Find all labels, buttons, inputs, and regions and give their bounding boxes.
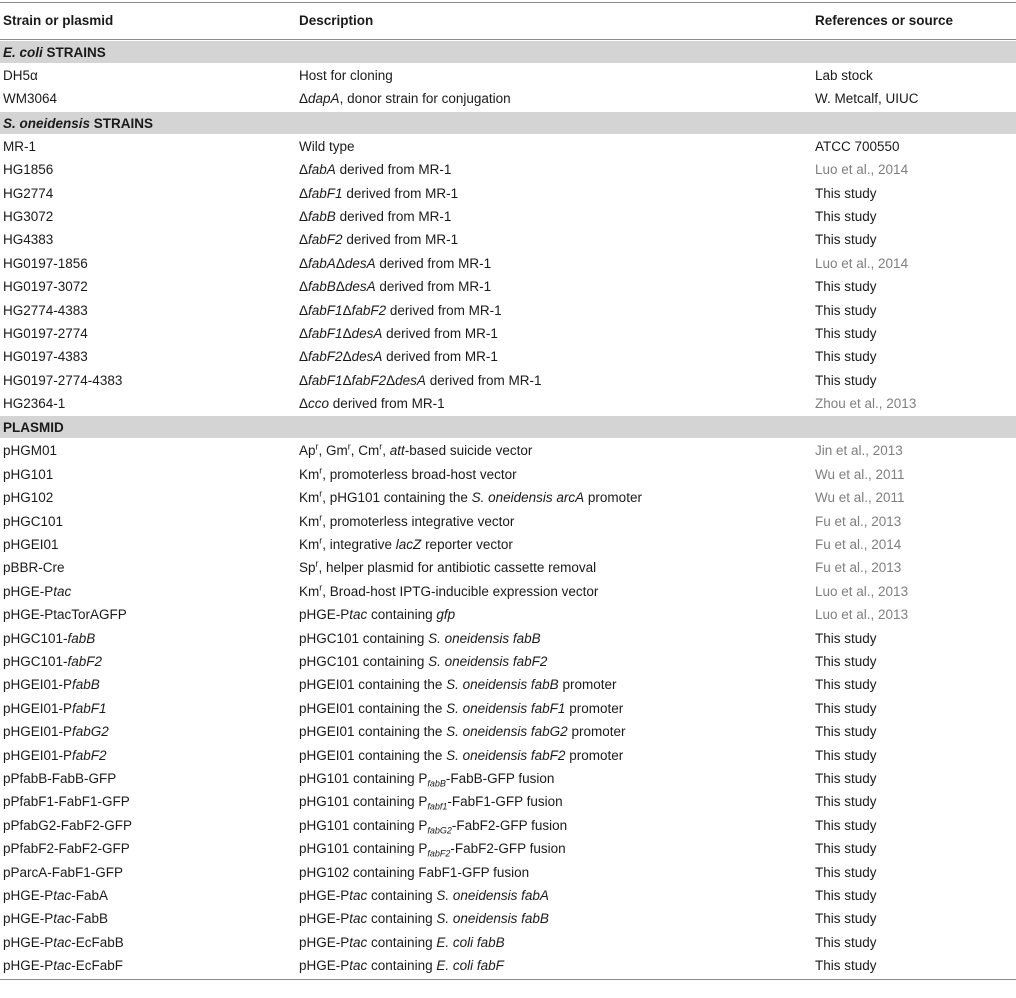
row-description: Km$^r$, pHG101 containing the S. oneidensis arcA promoter	[299, 488, 642, 506]
row-name: HG1856	[3, 162, 54, 178]
row-description: pHGE-Ptac containing gfp	[299, 607, 456, 623]
row-description: ΔfabF2ΔdesA derived from MR-1	[299, 349, 498, 365]
table-row	[0, 650, 1016, 673]
table-row	[0, 439, 1016, 462]
table-row	[0, 580, 1016, 603]
table-row	[0, 907, 1016, 930]
row-reference: This study	[815, 700, 877, 716]
table-row	[0, 954, 1016, 977]
row-description: pHGEI01 containing the S. oneidensis fabF1 promoter	[299, 700, 624, 716]
row-description: ΔfabF1 derived from MR-1	[299, 185, 459, 201]
row-reference: This study	[815, 325, 877, 341]
row-reference: This study	[815, 653, 877, 669]
row-reference: This study	[815, 185, 877, 201]
table-row	[0, 533, 1016, 556]
row-name: pHGEI01-PfabF2	[3, 747, 107, 763]
header-description: Description	[299, 13, 374, 28]
row-reference: This study	[815, 841, 877, 857]
row-reference: This study	[815, 630, 877, 646]
row-description: pHGC101 containing S. oneidensis fabF2	[299, 653, 548, 669]
row-name: pHGE-Ptac-FabB	[3, 911, 109, 927]
row-name: HG2364-1	[3, 396, 66, 412]
table-bottom-rule	[0, 979, 1016, 980]
row-name: pHGE-Ptac-EcFabB	[3, 934, 124, 950]
row-description: ΔfabF1ΔfabF2ΔdesA derived from MR-1	[299, 372, 542, 388]
row-name: MR-1	[3, 138, 36, 154]
row-description: Ap$^r$, Gm$^r$, Cm$^r$, att-based suicide vector	[299, 441, 533, 459]
row-name: pPfabB-FabB-GFP	[3, 770, 117, 786]
row-reference: ATCC 700550	[815, 138, 900, 154]
table-row	[0, 252, 1016, 275]
row-name: pHGM01	[3, 443, 58, 459]
row-description: pHG101 containing $P_{fabf1}-FabF1$-GFP fusion	[299, 794, 563, 813]
row-description: pHGEI01 containing the S. oneidensis fabB promoter	[299, 677, 617, 693]
row-reference: This study	[815, 208, 877, 224]
section-title: PLASMID	[3, 420, 64, 436]
row-description: ΔfabBΔdesA derived from MR-1	[299, 279, 492, 295]
row-reference: This study	[815, 372, 877, 388]
row-name: pBBR-Cre	[3, 560, 65, 576]
row-description: Km$^r$, integrative lacZ reporter vector	[299, 535, 513, 553]
row-name: pHGE-Ptac	[3, 583, 72, 599]
row-name: pHGC101-fabB	[3, 630, 96, 646]
row-reference: This study	[815, 817, 877, 833]
row-name: DH5α	[3, 68, 38, 83]
table-row	[0, 392, 1016, 415]
strain-plasmid-table	[0, 2, 1016, 980]
table-row	[0, 720, 1016, 743]
section-ecoli-strains	[0, 41, 1016, 63]
row-description: ΔfabAΔdesA derived from MR-1	[299, 255, 492, 271]
row-name: HG0197-2774	[3, 325, 88, 341]
table-row	[0, 275, 1016, 298]
row-reference: Luo et al., 2014	[815, 162, 909, 178]
table-row	[0, 369, 1016, 392]
row-name: pHGEI01-PfabG2	[3, 724, 109, 740]
table-row	[0, 64, 1016, 87]
row-name: pHGEI01-PfabF1	[3, 700, 107, 716]
row-description: ΔfabB derived from MR-1	[299, 208, 452, 224]
row-name: HG0197-1856	[3, 255, 88, 271]
row-reference: Wu et al., 2011	[815, 466, 905, 482]
row-name: pHGEI01	[3, 537, 59, 553]
table-row	[0, 744, 1016, 767]
row-reference: Luo et al., 2014	[815, 255, 909, 271]
row-reference: This study	[815, 302, 877, 318]
row-reference: Zhou et al., 2013	[815, 396, 917, 412]
table-row	[0, 158, 1016, 181]
row-reference: This study	[815, 279, 877, 295]
row-description: Sp$^r$, helper plasmid for antibiotic cassette removal	[299, 558, 597, 576]
header-strain-or-plasmid: Strain or plasmid	[3, 13, 114, 28]
section-title: S. oneidensis STRAINS	[3, 115, 154, 131]
table-header	[0, 2, 1016, 40]
row-reference: Lab stock	[815, 68, 873, 83]
row-description: pHGE-Ptac containing E. coli fabF	[299, 958, 504, 974]
row-reference: Luo et al., 2013	[815, 583, 909, 599]
row-reference: This study	[815, 770, 877, 786]
row-description: Δcco derived from MR-1	[299, 396, 445, 412]
row-reference: This study	[815, 794, 877, 810]
header-references: References or source	[815, 13, 954, 28]
row-reference: This study	[815, 911, 877, 927]
table-row	[0, 861, 1016, 884]
table-row	[0, 627, 1016, 650]
section-soneidensis-strains	[0, 112, 1016, 134]
row-reference: Fu et al., 2013	[815, 513, 902, 529]
table-row	[0, 205, 1016, 228]
row-description: ΔfabF2 derived from MR-1	[299, 232, 459, 248]
row-description: pHGEI01 containing the S. oneidensis fabF2 promoter	[299, 747, 624, 763]
table-row	[0, 603, 1016, 626]
table-row	[0, 697, 1016, 720]
row-description: pHGE-Ptac containing E. coli fabB	[299, 934, 505, 950]
section-title: E. coli STRAINS	[3, 45, 106, 60]
row-name: HG3072	[3, 208, 54, 224]
row-name: HG4383	[3, 232, 54, 248]
table-row	[0, 556, 1016, 579]
row-reference: This study	[815, 887, 877, 903]
row-name: WM3064	[3, 91, 58, 107]
row-name: HG2774-4383	[3, 302, 88, 318]
row-description: pHGC101 containing S. oneidensis fabB	[299, 630, 541, 646]
row-description: ΔdapA, donor strain for conjugation	[299, 91, 511, 107]
row-name: HG0197-3072	[3, 279, 88, 295]
row-name: pPfabG2-FabF2-GFP	[3, 817, 133, 833]
row-reference: W. Metcalf, UIUC	[815, 91, 919, 107]
row-name: pHGE-Ptac-EcFabF	[3, 958, 124, 974]
row-name: pHGC101	[3, 513, 64, 529]
row-name: pPfabF1-FabF1-GFP	[3, 794, 130, 810]
table-row	[0, 87, 1016, 110]
row-name: pHGC101-fabF2	[3, 653, 103, 669]
row-name: HG0197-4383	[3, 349, 88, 365]
table-row	[0, 228, 1016, 251]
row-description: Km$^r$, promoterless integrative vector	[299, 512, 515, 529]
table-row	[0, 463, 1016, 486]
row-name: pHGE-Ptac-FabA	[3, 887, 109, 903]
row-description: Km$^r$, Broad-host IPTG-inducible expression vector	[299, 582, 599, 599]
row-reference: This study	[815, 747, 877, 763]
row-reference: This study	[815, 677, 877, 693]
row-reference: This study	[815, 349, 877, 365]
row-description: pHG101 containing $P_{fabG2}-FabF2$-GFP fusion	[299, 817, 568, 836]
row-description: ΔfabA derived from MR-1	[299, 162, 452, 178]
row-reference: Jin et al., 2013	[815, 443, 903, 459]
table-row	[0, 884, 1016, 907]
section-plasmid	[0, 416, 1016, 438]
row-description: Km$^r$, promoterless broad-host vector	[299, 465, 517, 482]
table-row	[0, 510, 1016, 533]
table-row	[0, 299, 1016, 322]
row-name: pHG102	[3, 490, 54, 506]
table-row	[0, 673, 1016, 696]
table-row	[0, 931, 1016, 954]
table-row	[0, 182, 1016, 205]
table-row	[0, 486, 1016, 509]
row-description: pHGEI01 containing the S. oneidensis fabG2 promoter	[299, 724, 626, 740]
row-description: ΔfabF1ΔdesA derived from MR-1	[299, 325, 498, 341]
row-description: pHG101 containing $P_{fabF2}-FabF2$-GFP fusion	[299, 841, 566, 859]
row-name: pHG101	[3, 466, 54, 482]
row-reference: This study	[815, 934, 877, 950]
row-reference: Wu et al., 2011	[815, 490, 905, 506]
table-row	[0, 814, 1016, 837]
row-name: pPfabF2-FabF2-GFP	[3, 841, 130, 857]
row-description: Wild type	[299, 138, 355, 154]
table-row	[0, 322, 1016, 345]
row-reference: This study	[815, 232, 877, 248]
row-name: pParcA-FabF1-GFP	[3, 864, 124, 880]
row-reference: This study	[815, 724, 877, 740]
row-reference: This study	[815, 958, 877, 974]
row-description: ΔfabF1ΔfabF2 derived from MR-1	[299, 302, 502, 318]
row-reference: Fu et al., 2013	[815, 560, 902, 576]
row-description: pHG101 containing $P_{fabB}-FabB$-GFP fusion	[299, 770, 555, 789]
row-name: pHGEI01-PfabB	[3, 677, 100, 693]
row-reference: Fu et al., 2014	[815, 537, 902, 553]
table-row	[0, 767, 1016, 790]
row-description: Host for cloning	[299, 68, 393, 83]
row-description: pHGE-Ptac containing S. oneidensis fabA	[299, 887, 549, 903]
row-reference: This study	[815, 864, 877, 880]
row-name: HG0197-2774-4383	[3, 372, 123, 388]
row-description: pHG102 containing FabF1-GFP fusion	[299, 864, 530, 880]
table-row	[0, 345, 1016, 368]
table-row	[0, 837, 1016, 860]
row-description: pHGE-Ptac containing S. oneidensis fabB	[299, 911, 549, 927]
table-row	[0, 135, 1016, 158]
row-reference: Luo et al., 2013	[815, 607, 909, 623]
table-row	[0, 790, 1016, 813]
row-name: pHGE-PtacTorAGFP	[3, 607, 127, 623]
row-name: HG2774	[3, 185, 54, 201]
